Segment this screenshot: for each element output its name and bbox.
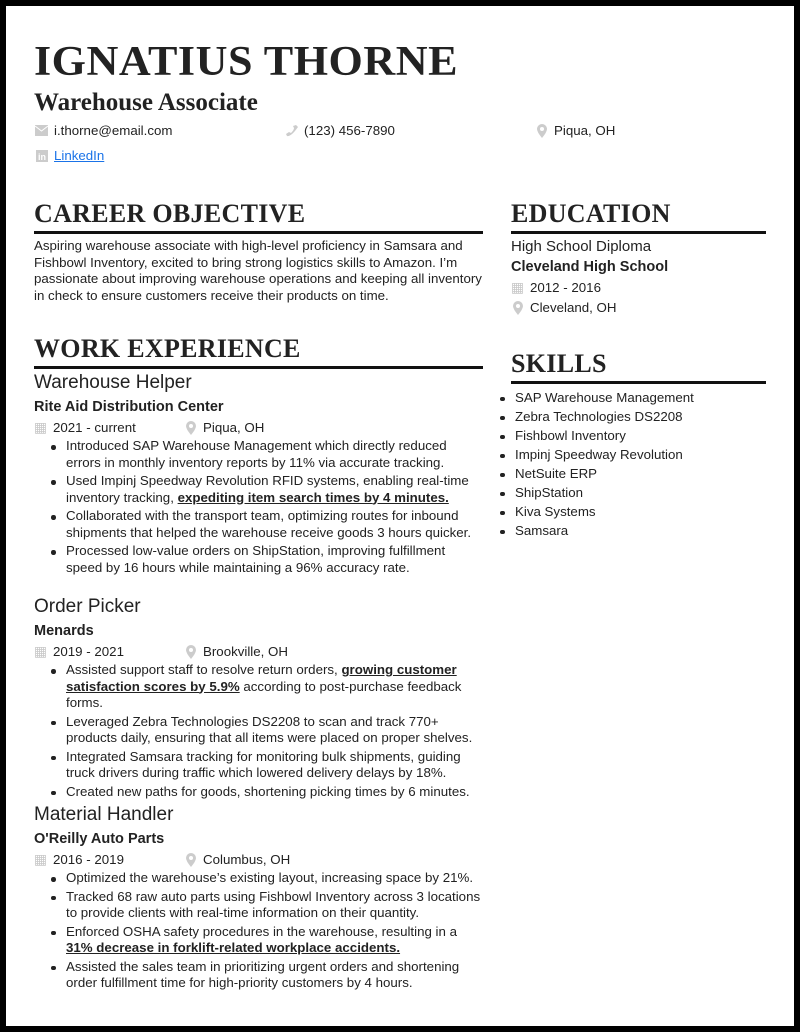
bullet-text: Introduced SAP Warehouse Management which directly reduced errors in monthly inventory reports by 11% via accurate tracking.	[66, 438, 447, 470]
location-contact	[535, 123, 615, 138]
job-meta	[34, 419, 484, 436]
map-pin-icon	[535, 124, 548, 137]
job-bullet	[48, 543, 484, 576]
job-bullets	[48, 870, 484, 992]
job-company: Menards	[34, 623, 94, 639]
bullet-text: Created new paths for goods, shortening picking times by 6 minutes.	[66, 783, 470, 799]
linkedin-icon	[35, 149, 48, 162]
career-objective-text: Aspiring warehouse associate with high-level proficiency in Samsara and Fishbowl Inventory, excited to bring strong logistics skills to Amazon. I’m passionate about improving warehouse operations and keeping all inventory in check to ensure customers receive their products on time.	[34, 238, 482, 303]
education-heading: EDUCATION	[511, 199, 766, 234]
candidate-name: IGNATIUS THORNE	[34, 39, 459, 85]
bullet-text: Leveraged Zebra Technologies DS2208 to scan and track 770+ products daily, ensuring that all items were placed on proper shelves.	[66, 713, 473, 745]
bullet-highlight: 31% decrease in forklift-related workplace accidents.	[66, 940, 401, 955]
bullet-text-end: according to post-purchase feedback forms.	[66, 678, 462, 710]
bullet-text: Used Impinj Speedway Revolution RFID systems, enabling real-time inventory tracking,	[66, 473, 469, 505]
calendar-icon: ▦	[33, 643, 48, 659]
bullet-text: Collaborated with the transport team, optimizing routes for inbound shipments that helped the warehouse receive goods 3 hours quicker.	[66, 508, 472, 540]
bullet-text: Integrated Samsara tracking for monitoring bulk shipments, guiding truck drivers during traffic which lowered delivery delays by 18%.	[66, 748, 461, 780]
job-location: Brookville, OH	[203, 644, 288, 659]
envelope-icon	[35, 124, 48, 137]
job-dates: 2021 - current	[53, 420, 136, 435]
job-dates: 2019 - 2021	[53, 644, 124, 659]
job-bullet	[48, 662, 484, 712]
map-pin-icon	[511, 301, 524, 314]
map-pin-icon	[184, 853, 197, 866]
education-entry	[511, 238, 771, 316]
job-dates: 2016 - 2019	[53, 852, 124, 867]
skill-item: NetSuite ERP	[497, 466, 694, 483]
career-objective-heading: CAREER OBJECTIVE	[34, 199, 483, 234]
svg-text:in: in	[37, 151, 46, 162]
job-role: Warehouse Helper	[34, 372, 192, 393]
job-bullet	[48, 714, 484, 747]
linkedin-link[interactable]: LinkedIn	[54, 148, 105, 163]
degree: High School Diploma	[511, 238, 652, 255]
skill-item: Samsara	[497, 523, 694, 540]
job-location: Piqua, OH	[203, 420, 265, 435]
bullet-highlight: expediting item search times by 4 minutes.	[177, 489, 449, 505]
skill-item: ShipStation	[497, 485, 694, 502]
bullet-text: Optimized the warehouse’s existing layout, increasing space by 21%.	[66, 870, 474, 885]
calendar-icon: ▦	[33, 419, 48, 435]
bullet-highlight: growing customer satisfaction scores by 5.9%	[66, 662, 457, 694]
job-bullet	[48, 508, 484, 541]
job-location: Columbus, OH	[203, 852, 291, 867]
bullet-text: Enforced OSHA safety procedures in the warehouse, resulting in a	[66, 923, 457, 939]
job-meta	[34, 643, 484, 660]
job-bullets	[48, 662, 484, 800]
bullet-text: Assisted the sales team in prioritizing urgent orders and shortening order fulfillment time for high-priority customers by 4 hours.	[66, 958, 460, 990]
phone-icon	[285, 124, 298, 137]
job-bullet	[48, 889, 484, 922]
candidate-title: Warehouse Associate	[34, 89, 258, 116]
skill-item: Impinj Speedway Revolution	[497, 447, 694, 464]
calendar-icon: ▦	[510, 279, 525, 295]
bullet-text: Processed low-value orders on ShipStation, improving fulfillment speed by 16 hours while maintaining a 96% accuracy rate.	[66, 543, 446, 575]
map-pin-icon	[184, 421, 197, 434]
job-bullet	[48, 749, 484, 782]
education-dates: 2012 - 2016	[530, 280, 601, 295]
job-bullet	[48, 870, 484, 887]
job-bullet	[48, 438, 484, 471]
skill-item: SAP Warehouse Management	[497, 390, 694, 407]
job-entry	[34, 372, 484, 576]
job-bullets	[48, 438, 484, 576]
job-company: O'Reilly Auto Parts	[34, 831, 165, 847]
job-entry	[34, 804, 484, 992]
bullet-text: Tracked 68 raw auto parts using Fishbowl Inventory across 3 locations to provide clients with real-time information on their quantity.	[66, 888, 481, 920]
job-bullet	[48, 959, 484, 992]
job-role: Order Picker	[34, 596, 141, 617]
resume-page	[6, 6, 794, 1026]
job-role: Material Handler	[34, 804, 174, 825]
location-text: Piqua, OH	[554, 123, 616, 138]
skills-heading: SKILLS	[511, 349, 766, 384]
job-entry	[34, 596, 484, 800]
calendar-icon: ▦	[33, 851, 48, 867]
education-location-row	[511, 299, 771, 316]
job-bullet	[48, 473, 484, 506]
email-text: i.thorne@email.com	[54, 123, 173, 138]
education-location: Cleveland, OH	[530, 300, 617, 315]
skill-item: Zebra Technologies DS2208	[497, 409, 694, 426]
work-experience-heading: WORK EXPERIENCE	[34, 334, 483, 369]
skills-list	[497, 387, 694, 539]
job-bullet	[48, 784, 484, 801]
school: Cleveland High School	[511, 259, 669, 275]
skill-item: Fishbowl Inventory	[497, 428, 694, 445]
linkedin-contact	[35, 148, 104, 163]
map-pin-icon	[184, 645, 197, 658]
job-meta	[34, 851, 484, 868]
phone-text: (123) 456-7890	[304, 123, 395, 138]
education-dates-row	[511, 279, 771, 296]
skill-item: Kiva Systems	[497, 504, 694, 521]
bullet-text: Assisted support staff to resolve return orders,	[66, 662, 342, 677]
job-bullet	[48, 924, 484, 957]
email-contact	[35, 123, 172, 138]
job-company: Rite Aid Distribution Center	[34, 399, 224, 415]
phone-contact	[285, 123, 395, 138]
